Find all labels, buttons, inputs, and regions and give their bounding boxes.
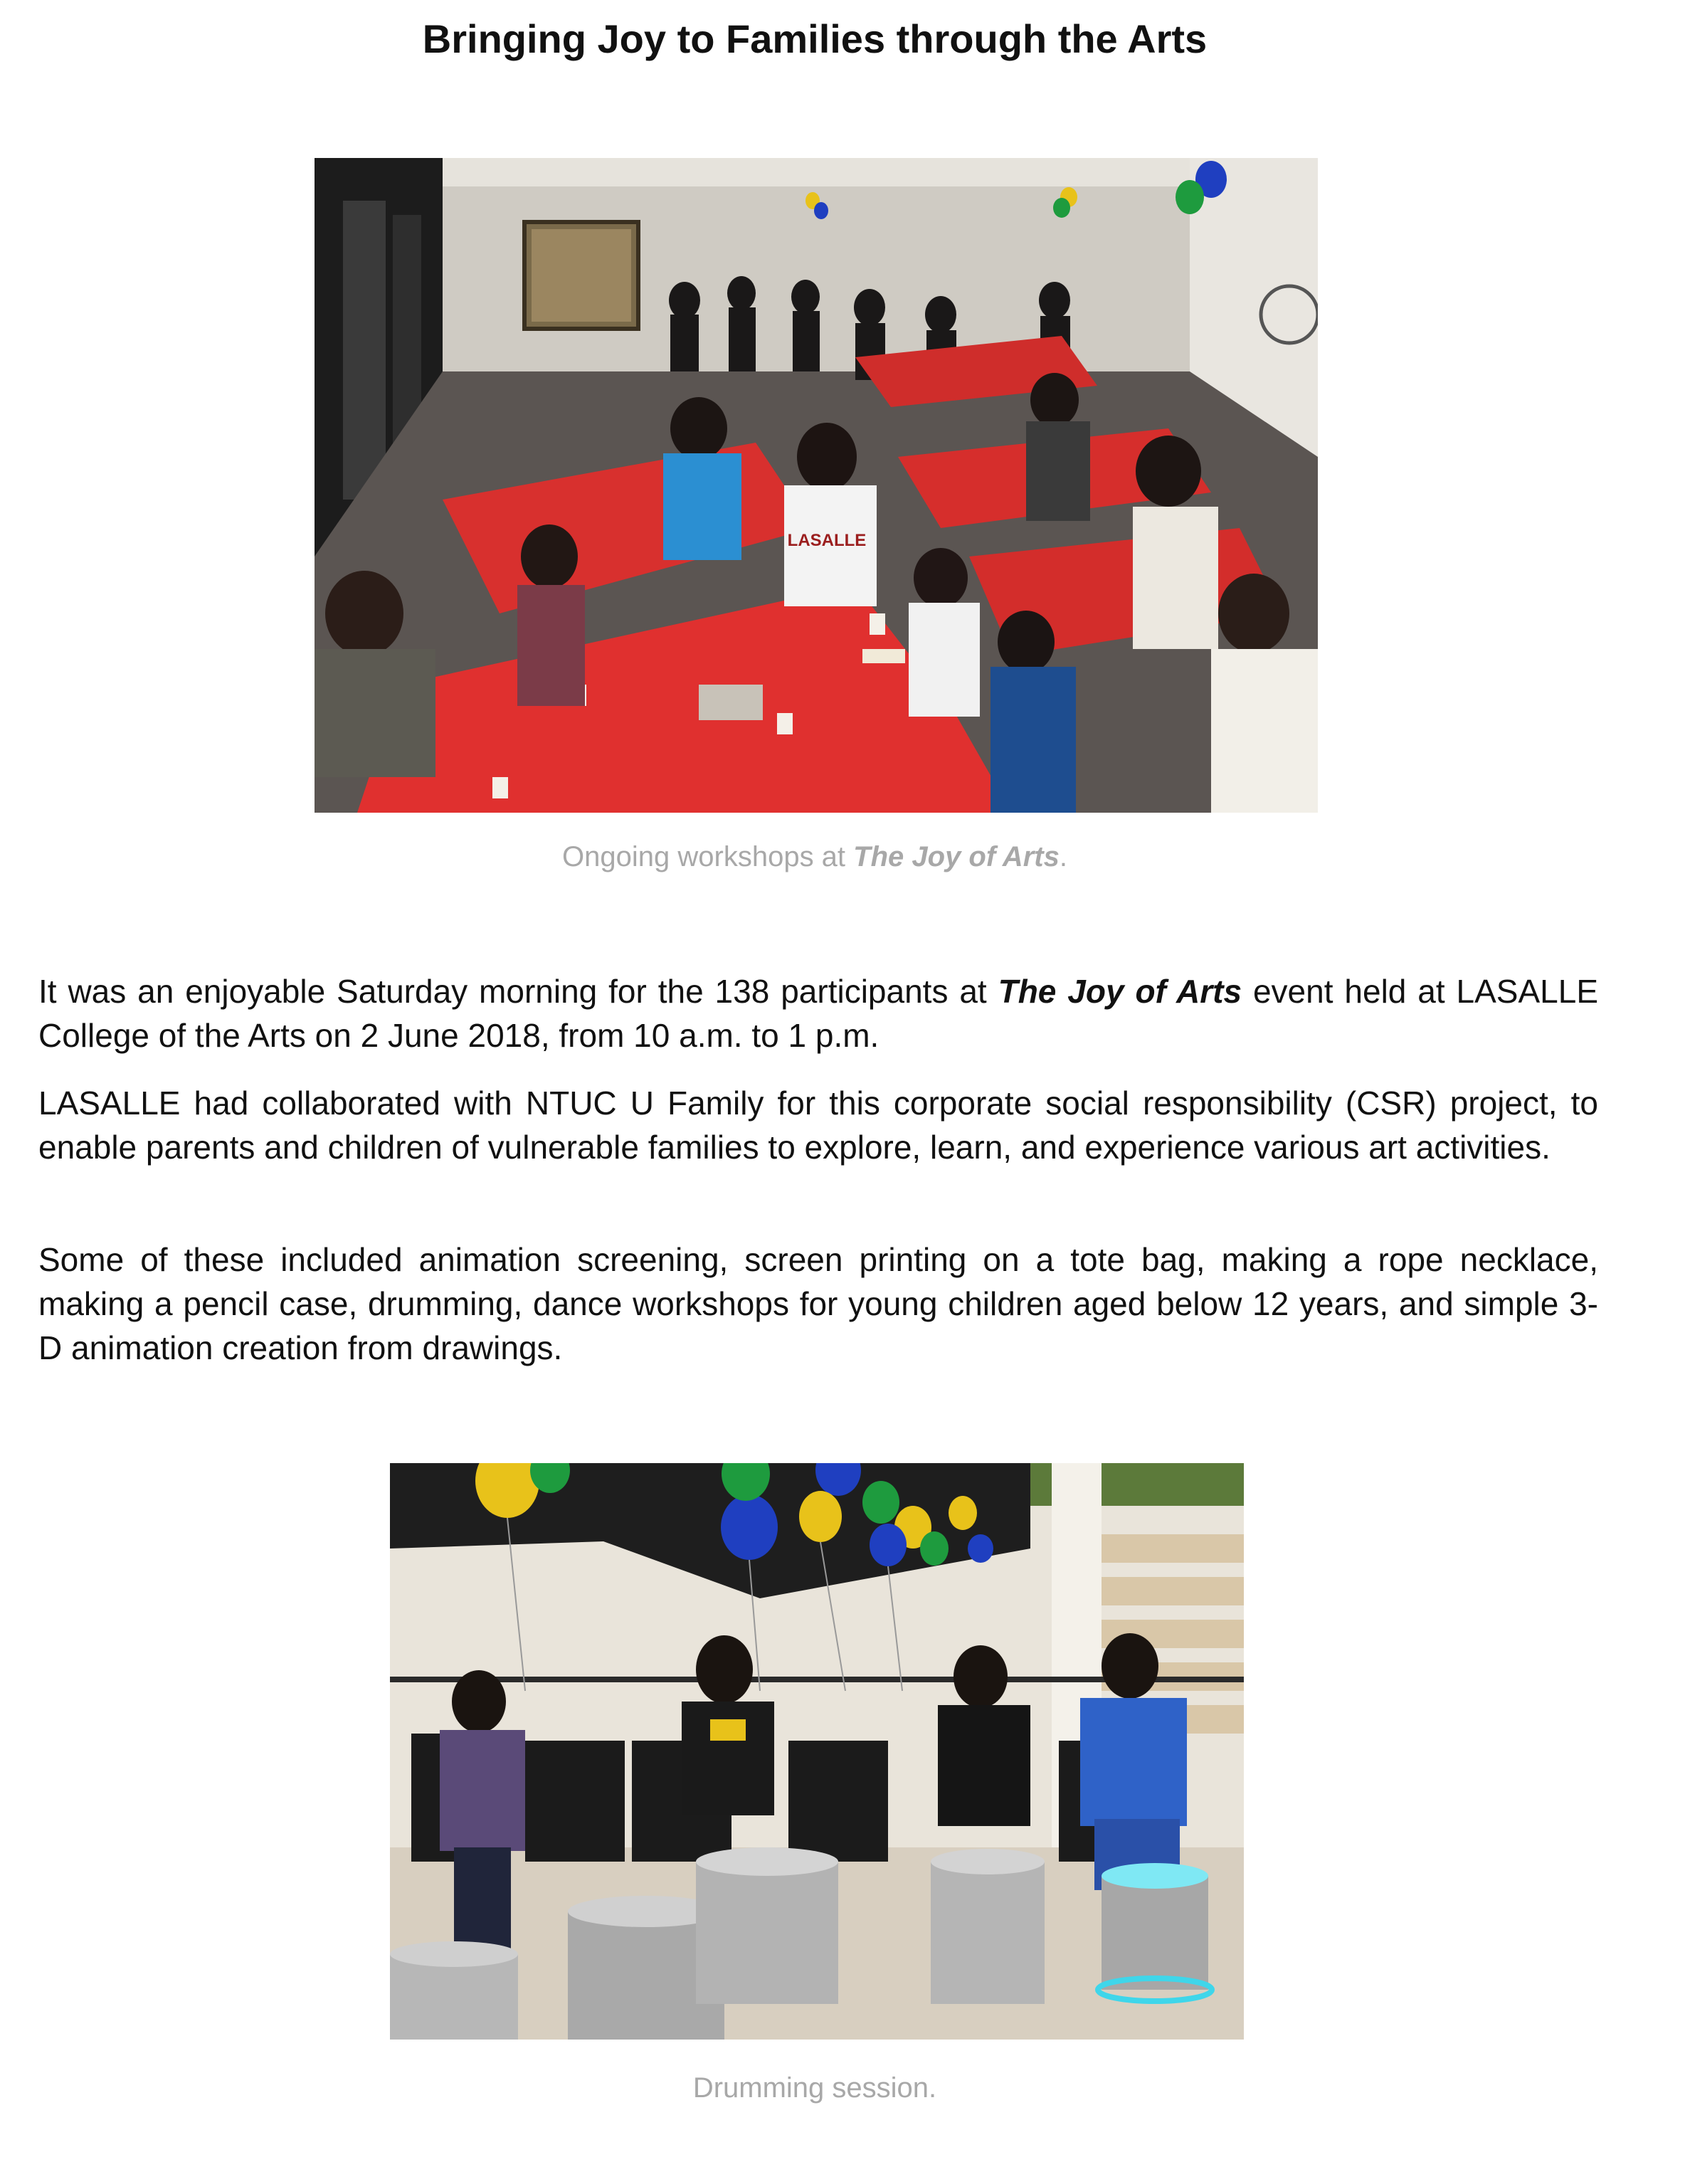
paragraph-collaboration: LASALLE had collaborated with NTUC U Family for this corporate social responsibility (CSR) project, to enable parents and children of vulnerable families to explore, learn, and experience various art activities. (38, 1085, 1598, 1166)
paragraph-event-summary (38, 969, 1598, 1057)
p1-prefix: It was an enjoyable Saturday morning for the 138 participants at (38, 973, 998, 1010)
p1-emphasis: The Joy of Arts (998, 973, 1242, 1010)
workshop-caption-prefix: Ongoing workshops at (562, 841, 854, 872)
workshop-photo-illustration (315, 158, 1318, 813)
page-title: Bringing Joy to Families through the Arts (422, 16, 1208, 61)
workshop-caption-suffix: . (1059, 841, 1067, 872)
drumming-photo (390, 1463, 1244, 2040)
workshop-caption-emphasis: The Joy of Arts (853, 841, 1060, 872)
drumming-caption: Drumming session. (692, 2072, 937, 2104)
shirt-text: LASALLE (787, 531, 867, 550)
paragraph-activities: Some of these included animation screening, screen printing on a tote bag, making a rope necklace, making a pencil case, drumming, dance workshops for young children aged below 12 years, and simple 3-D animation creation from drawings. (38, 1241, 1598, 1366)
workshop-caption (0, 838, 1629, 875)
workshop-photo (315, 158, 1318, 813)
p1-suffix: event held at LASALLE College of the Arts on 2 June 2018, from 10 a.m. to 1 p.m. (38, 973, 1598, 1054)
drumming-photo-illustration (390, 1463, 1244, 2040)
